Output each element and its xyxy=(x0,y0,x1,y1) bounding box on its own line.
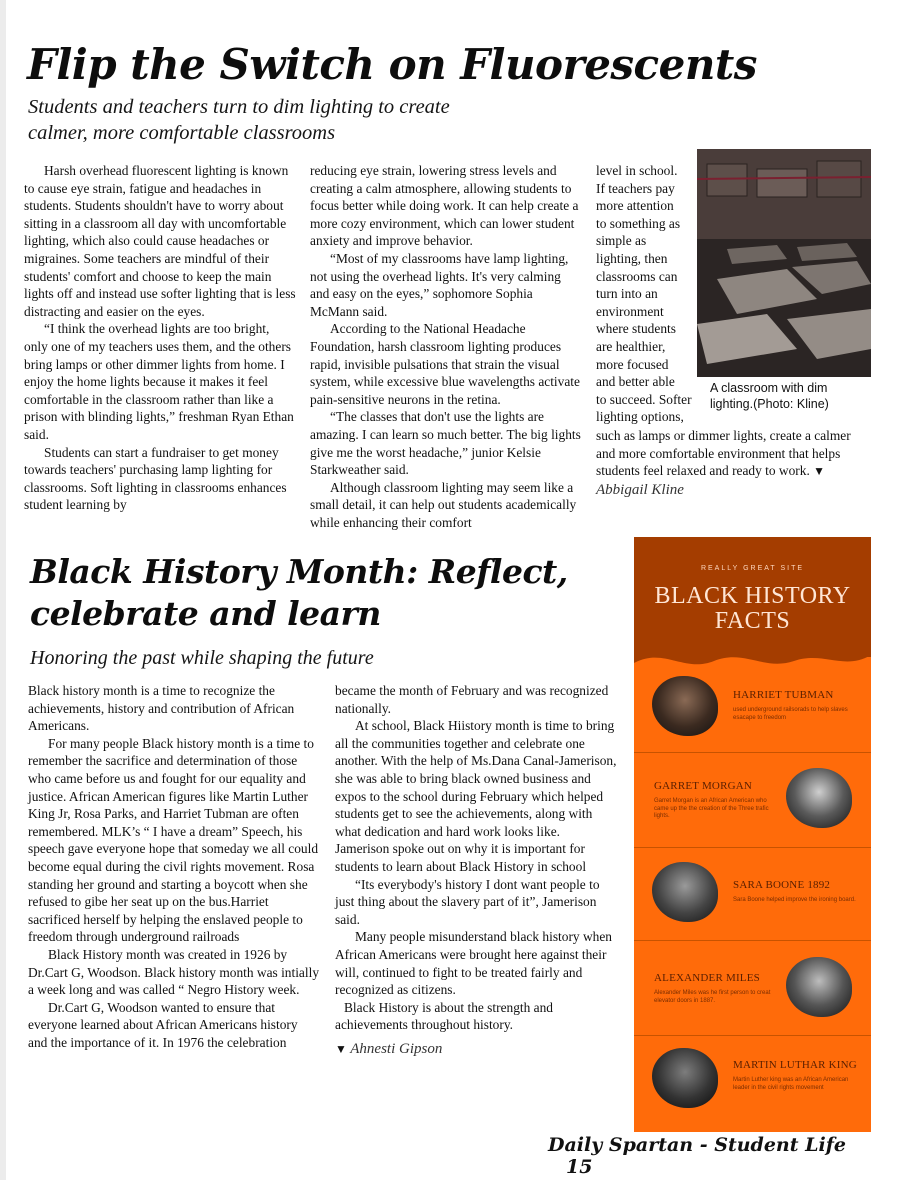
paragraph: Black History is about the strength and achievements throughout history. xyxy=(335,999,554,1033)
article2-byline-row xyxy=(335,1040,620,1059)
sara-boone-portrait xyxy=(652,862,718,922)
article2-headline-line1: Black History Month: Reflect, xyxy=(30,552,568,591)
line: classrooms can xyxy=(596,268,678,284)
article1-column-1 xyxy=(24,162,296,514)
line: to succeed. Softer xyxy=(596,391,692,407)
article2-byline: Ahnesti Gipson xyxy=(350,1040,443,1057)
fact-divider xyxy=(634,847,871,848)
article1-deck-line2: calmer, more comfortable classrooms xyxy=(28,122,336,144)
paragraph: “I think the overhead lights are too bright, only one of my teachers uses them, and the others bring lamps or other dimmer lights from home. I enjoy the home lights because it makes it feel comfortable in the classroom rather than like a prison with blinding lights,” freshman Ryan Ethan said. xyxy=(24,321,294,442)
article1-deck xyxy=(28,94,450,146)
fact-name: GARRET MORGAN xyxy=(654,780,753,792)
article2-headline xyxy=(30,551,568,635)
line: environment xyxy=(596,303,664,319)
line: lighting, then xyxy=(596,250,668,266)
article1-column-3-wide xyxy=(596,427,858,499)
paragraph: According to the National Headache Foundation, harsh classroom lighting produces rapid, invisible pulsations that strain the visual system, while excessive blue wavelengths activate pain-sensitive neurons in the retina. xyxy=(310,321,580,407)
paragraph: Harsh overhead fluorescent lighting is known to cause eye strain, fatigue and headaches in students. Students shouldn't have to worry about sitting in a classroom all day with uncomfortable lighting, which also could cause headaches or migraines. Some teachers are mindful of their students' comfort and choose to keep the main lights off and instead use softer lighting that is less distracting and easier on the eyes. xyxy=(24,163,296,319)
spartan-icon: ▼ xyxy=(813,464,826,479)
fact-name: HARRIET TUBMAN xyxy=(733,689,834,701)
infographic-small-text: REALLY GREAT SITE xyxy=(700,565,805,572)
line: more attention xyxy=(596,198,674,214)
fact-description: Martin Luther king was an African American leader in the civil rights movement xyxy=(733,1077,849,1091)
paragraph: Black history month is a time to recognize the achievements, history and contribution of African Americans. xyxy=(28,683,295,734)
classroom-photo xyxy=(697,149,871,377)
line: lighting options, xyxy=(596,409,684,425)
paragraph: At school, Black Hiistory month is time to bring all the communities together and celebrate one another. With the help of Ms.Dana Canal-Jamerison, she was able to bring black owned business and expos to the school during February which helped students get to see the achievements, along with what dedication and hard work looks like. xyxy=(335,718,617,839)
line: where students xyxy=(596,321,676,337)
infographic-title xyxy=(634,584,871,634)
article1-closing-text: such as lamps or dimmer lights, create a calmer and more comfortable environment that helps students feel relaxed and ready to work. xyxy=(596,428,851,479)
article2-deck: Honoring the past while shaping the future xyxy=(30,647,374,669)
martin-luther-king-portrait xyxy=(652,1048,718,1108)
article2-column-1 xyxy=(28,682,320,1051)
fact-name: SARA BOONE 1892 xyxy=(733,879,831,891)
photo-caption: A classroom with dim lighting.(Photo: Kline) xyxy=(710,381,829,411)
fact-description: Sara Boone helped improve the ironing board. xyxy=(733,897,856,903)
black-history-facts-infographic xyxy=(634,537,871,1132)
line: turn into an xyxy=(596,286,658,302)
garret-morgan-portrait xyxy=(786,768,852,828)
alexander-miles-portrait xyxy=(786,957,852,1017)
line: and better able xyxy=(596,374,675,390)
line: are healthier, xyxy=(596,338,666,354)
paragraph: “Its everybody's history I dont want people to just thing about the slavery part of it”, Jamerison said. xyxy=(335,876,600,927)
infographic-title-line2: FACTS xyxy=(714,608,791,634)
paragraph: “Most of my classrooms have lamp lighting, not using the overhead lights. It's very calming and easy on the eyes,” sophomore Sophia McMann said. xyxy=(310,250,569,319)
page-number: 15 xyxy=(566,1156,593,1178)
article1-byline: Abbigail Kline xyxy=(596,481,684,498)
page-footer xyxy=(548,1134,864,1178)
publication-section: Daily Spartan - Student Life xyxy=(548,1134,846,1156)
page-edge xyxy=(0,0,6,1180)
paragraph: Jamerison spoke out on why it is important for students to learn about Black History in school xyxy=(335,841,587,874)
line: to something as xyxy=(596,215,681,231)
line: If teachers pay xyxy=(596,180,675,196)
line: level in school. xyxy=(596,163,678,178)
article1-deck-line1: Students and teachers turn to dim lighting to create xyxy=(28,96,450,118)
paragraph: reducing eye strain, lowering stress levels and creating a calm atmosphere, allowing students to focus better while doing work. It can help create a more cozy environment, which can lower student anxiety and improve behavior. xyxy=(310,163,579,249)
harriet-tubman-portrait xyxy=(652,676,718,736)
paragraph: Black History month was created in 1926 by Dr.Cart G, Woodson. Black history month was intially a week long and was called “ Negro History week. xyxy=(28,946,320,998)
paragraph: Although classroom lighting may seem like a small detail, it can help out students academically while enhancing their comfort xyxy=(310,479,577,530)
classroom-photo-graphic xyxy=(697,149,871,377)
fact-name: ALEXANDER MILES xyxy=(654,972,760,984)
infographic-title-line1: BLACK HISTORY xyxy=(654,583,851,609)
fact-description: Garret Morgan is an African American who came up the the creation of the Three trafic lights. xyxy=(654,798,769,819)
paragraph: Students can start a fundraiser to get money towards teachers' purchasing lamp lighting for classrooms. Soft lighting in classrooms enhances student learning by xyxy=(24,444,287,513)
spartan-icon: ▼ xyxy=(335,1041,347,1056)
article1-column-2 xyxy=(310,162,582,531)
paragraph: Many people misunderstand black history when African Americans were brought here against their will, continued to fight to be treated fairly and recognized as citizens. xyxy=(335,929,612,998)
fact-description: Alexander Miles was he first person to creat elevator doors in 1887. xyxy=(654,990,771,1004)
fact-divider xyxy=(634,1035,871,1036)
fact-divider xyxy=(634,752,871,753)
paragraph: For many people Black history month is a time to remember the sacrifice and determination of those who came before us and fought for our equality and justice. African American figures like Martin Luther King Jr, Rosa Parks, and Harriet Tubman are often remembered. MLK’s “ I have a dream” Speech, his speech gave everyone hope that someday we all could become equal during the civil rights movement. Rosa standing her ground and starting a boycott when she refused to gibe her seat up on the bus.Harriet sacrificed herself by helping the enslaved people to freedom through underground railroads xyxy=(28,735,319,945)
article2-column-2 xyxy=(335,682,620,1058)
line: more focused xyxy=(596,356,669,372)
fact-description: used underground railsorads to help slaves esacape to freedom xyxy=(733,707,848,721)
paragraph: Dr.Cart G, Woodson wanted to ensure that everyone learned about African Americans history and the importance of it. In 1976 the celebration xyxy=(28,999,298,1050)
paragraph: “The classes that don't use the lights are amazing. I can learn so much better. The big lights give me the worst headache,” junior Kelsie Starkweather said. xyxy=(310,409,581,478)
fact-divider xyxy=(634,940,871,941)
fact-name: MARTIN LUTHAR KING xyxy=(733,1059,857,1071)
article2-headline-line2: celebrate and learn xyxy=(30,594,381,633)
line: simple as xyxy=(596,233,647,249)
article1-column-3-narrow xyxy=(596,162,696,426)
paragraph: became the month of February and was recognized nationally. xyxy=(335,683,609,716)
article1-headline: Flip the Switch on Fluorescents xyxy=(27,40,757,89)
infographic-wave xyxy=(634,641,871,677)
